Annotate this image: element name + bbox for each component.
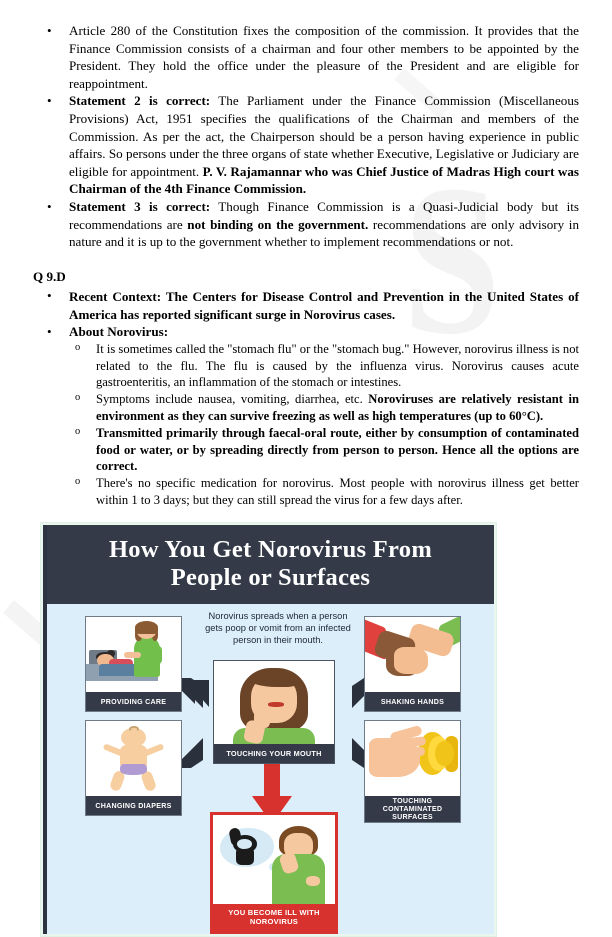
infographic-title-line-1: How You Get Norovirus From xyxy=(108,535,433,563)
bullet-text-statement-3: Statement 3 is correct: Though Finance Commission is a Quasi-Judicial body but its recommendations are not binding on the government. recommendations are only advisory in nature and it is up to the government whether to implement recommendations or not. xyxy=(69,199,579,250)
sub-bullet-no-medication: There's no specific medication for norovirus. Most people with norovirus illness get better within 1 to 3 days; but they can still spread the virus for a few days after. xyxy=(96,476,579,508)
panel-caption: YOU BECOME ILL WITH NOROVIRUS xyxy=(213,904,335,931)
panel-become-ill xyxy=(210,812,338,934)
bullet-text-about-norovirus: About Norovirus: xyxy=(69,324,169,340)
sub-bullet-transmission: Transmitted primarily through faecal-oral route, either by consumption of contaminated food or water, or by spreading directly from person to person. Hence all the options are correct. xyxy=(96,425,579,474)
infographic-title xyxy=(47,525,494,604)
panel-touching-your-mouth xyxy=(213,660,335,764)
handshake-icon xyxy=(365,617,460,692)
infographic-title-line-2: People or Surfaces xyxy=(170,563,371,591)
page-title: Q 9.D xyxy=(33,268,66,284)
caregiver-patient-bed-icon xyxy=(86,617,181,692)
panel-caption: CHANGING DIAPERS xyxy=(86,796,181,815)
norovirus-infographic-figure xyxy=(0,522,612,937)
panel-caption: TOUCHING CONTAMINATED SURFACES xyxy=(365,796,460,822)
q9-bullet-list xyxy=(33,288,579,341)
panel-providing-care xyxy=(85,616,182,712)
panel-touching-contaminated-surfaces xyxy=(364,720,461,823)
sub-bullet-stomach-flu: It is sometimes called the "stomach flu" or the "stomach bug." However, norovirus illness is not related to the flu. The flu is caused by the influenza virus. Norovirus causes acute gastroenteritis, an inflammation of the stomach or intestines. xyxy=(96,341,579,390)
panel-caption: TOUCHING YOUR MOUTH xyxy=(214,744,334,763)
list-item xyxy=(60,341,579,391)
list-item xyxy=(33,92,579,198)
woman-touching-mouth-icon xyxy=(214,661,334,744)
sub-bullet-symptoms: Symptoms include nausea, vomiting, diarrhea, etc. Noroviruses are relatively resistant in environment as they can survive freezing as well as high temperatures (up to 60°C). xyxy=(96,392,579,423)
top-bullet-list xyxy=(33,22,579,251)
norovirus-sub-list xyxy=(60,341,579,509)
list-item xyxy=(60,425,579,475)
spread-note: Norovirus spreads when a person gets poop or vomit from an infected person in their mouth. xyxy=(205,611,351,646)
baby-diaper-icon xyxy=(86,721,181,796)
panel-shaking-hands xyxy=(364,616,461,712)
bullet-text-statement-2: Statement 2 is correct: The Parliament under the Finance Commission (Miscellaneous Provisions) Act, 1951 specifies the qualifications of the Chairman and members of the Commission. As per the act, the Chairperson should be a person having experience in public affairs. So persons under the three organs of state whether Executive, Legislative or Judiciary are eligible for appointment. P. V. Rajamannar who was Chief Justice of Madras High court was Chairman of the 4th Finance Commission. xyxy=(69,93,579,197)
bullet-text-recent-context: Recent Context: The Centers for Disease Control and Prevention in the United States of America has reported significant surge in Norovirus cases. xyxy=(69,288,579,322)
list-item xyxy=(33,288,579,323)
panel-caption: SHAKING HANDS xyxy=(365,692,460,711)
list-item xyxy=(33,198,579,251)
list-item xyxy=(60,391,579,425)
panel-changing-diapers xyxy=(85,720,182,816)
sick-woman-toilet-thought-icon xyxy=(213,815,335,904)
bullet-text-article-280: Article 280 of the Constitution fixes the composition of the commission. It provides that the Finance Commission consists of a chairman and four other members to be appointed by the President. They hold the office under the pleasure of the President and are eligible for reappointment. xyxy=(69,23,579,91)
infographic-frame xyxy=(40,522,497,937)
hand-doorknob-icon xyxy=(365,721,460,796)
panel-caption: PROVIDING CARE xyxy=(86,692,181,711)
list-item xyxy=(33,323,579,341)
infographic-inner xyxy=(43,525,494,934)
list-item xyxy=(33,22,579,92)
list-item xyxy=(60,475,579,509)
infographic-body xyxy=(47,604,494,934)
